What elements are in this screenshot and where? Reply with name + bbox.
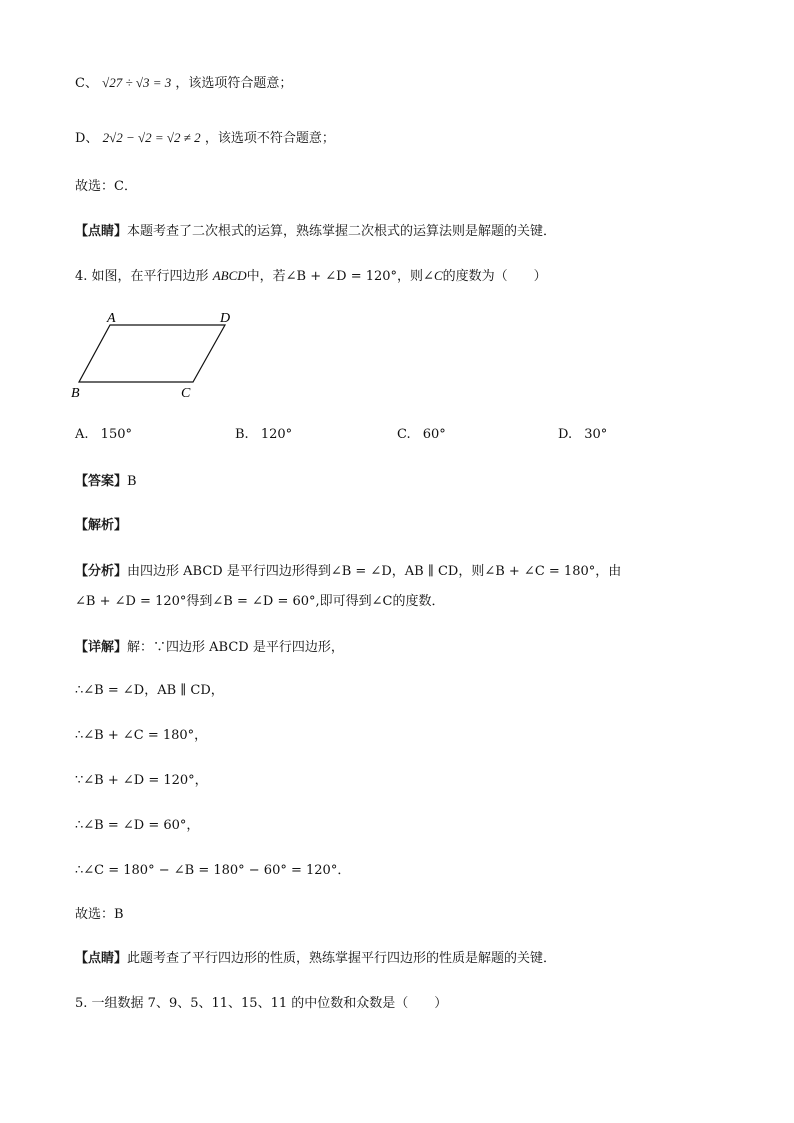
q4-stem-suffix: 的度数为（ ） [442,269,547,284]
q4-option-b-value: 120° [260,427,293,442]
q4-answer-tag: 【答案】 [75,474,128,489]
option-d-expression: 2√2 − √2 = √2 ≠ 2 [102,130,201,145]
parallelogram-shape [79,325,225,382]
q4-analysis-tag-text: 【解析】 [75,518,128,533]
q4-option-c [397,427,446,442]
q4-comment-tag: 【点睛】 [75,951,128,966]
answer-choose-c: 故选：C． [75,179,137,194]
q4-detail-line [75,638,344,658]
q4-option-d-value: 30° [584,427,608,442]
option-d-prefix: D、 [75,131,99,146]
q4-stem-prefix: 4. 如图，在平行四边形 [75,269,209,284]
q4-detail-tag: 【详解】 [75,640,128,655]
q4-fenxi-text-1: 由四边形 ABCD 是平行四边形得到∠B = ∠D，AB ∥ CD，则∠B + ∠C = 180°，由 [127,564,622,579]
q4-step-1: ∴∠B = ∠D，AB ∥ CD， [75,683,224,698]
q4-step-5: ∴∠C = 180° − ∠B = 180° − 60° = 120°． [75,863,351,878]
q4-stem-c: C [433,268,443,283]
q4-step-2: ∴∠B + ∠C = 180°， [75,728,208,743]
question-5-stem: 5. 一组数据 7、9、5、11、15、11 的中位数和众数是（ ） [75,996,448,1011]
q4-option-a [75,427,132,442]
q4-step-3: ∵∠B + ∠D = 120°， [75,773,208,788]
q4-option-c-value: 60° [422,427,446,442]
q4-option-b [235,427,292,442]
q4-answer [75,472,137,492]
q4-option-a-value: 150° [100,427,132,442]
question-4-stem [75,266,547,287]
q4-fenxi-line-2: ∠B + ∠D = 120°得到∠B = ∠D = 60°,即可得到∠C的度数． [75,594,445,609]
parallelogram-figure [65,305,245,405]
q4-option-a-label: A. [75,427,89,442]
figure-label-a: A [107,311,116,326]
figure-label-c: C [181,386,191,401]
q4-stem-mid: 中，若∠B + ∠D = 120°，则∠ [246,269,434,284]
option-c-text: ，该选项符合题意； [175,76,293,91]
figure-label-b: B [71,386,80,401]
q4-analysis-tag [75,516,127,536]
option-d-line [75,128,335,149]
q4-fenxi-tag: 【分析】 [75,564,128,579]
q4-option-c-label: C. [397,427,411,442]
figure-label-d: D [220,311,231,326]
option-c-line [75,73,292,94]
option-d-text: ，该选项不符合题意； [204,131,335,146]
comment-1-tag: 【点睛】 [75,224,128,239]
q4-answer-choose: 故选：B [75,907,124,922]
q4-comment [75,949,556,969]
q4-option-d [558,427,607,442]
q4-step-4: ∴∠B = ∠D = 60°， [75,818,200,833]
comment-1-text: 本题考查了二次根式的运算，熟练掌握二次根式的运算法则是解题的关键． [127,224,557,239]
q4-option-b-label: B. [235,427,249,442]
q4-option-d-label: D. [558,427,573,442]
q4-fenxi-line-1 [75,562,621,582]
q4-detail-text: 解：∵四边形 ABCD 是平行四边形， [127,640,344,655]
option-c-expression: √27 ÷ √3 = 3 [102,75,172,90]
q4-comment-text: 此题考查了平行四边形的性质，熟练掌握平行四边形的性质是解题的关键． [127,951,557,966]
comment-1 [75,222,556,242]
q4-answer-value: B [127,474,137,489]
q4-stem-abcd: ABCD [212,268,247,283]
option-c-prefix: C、 [75,76,98,91]
